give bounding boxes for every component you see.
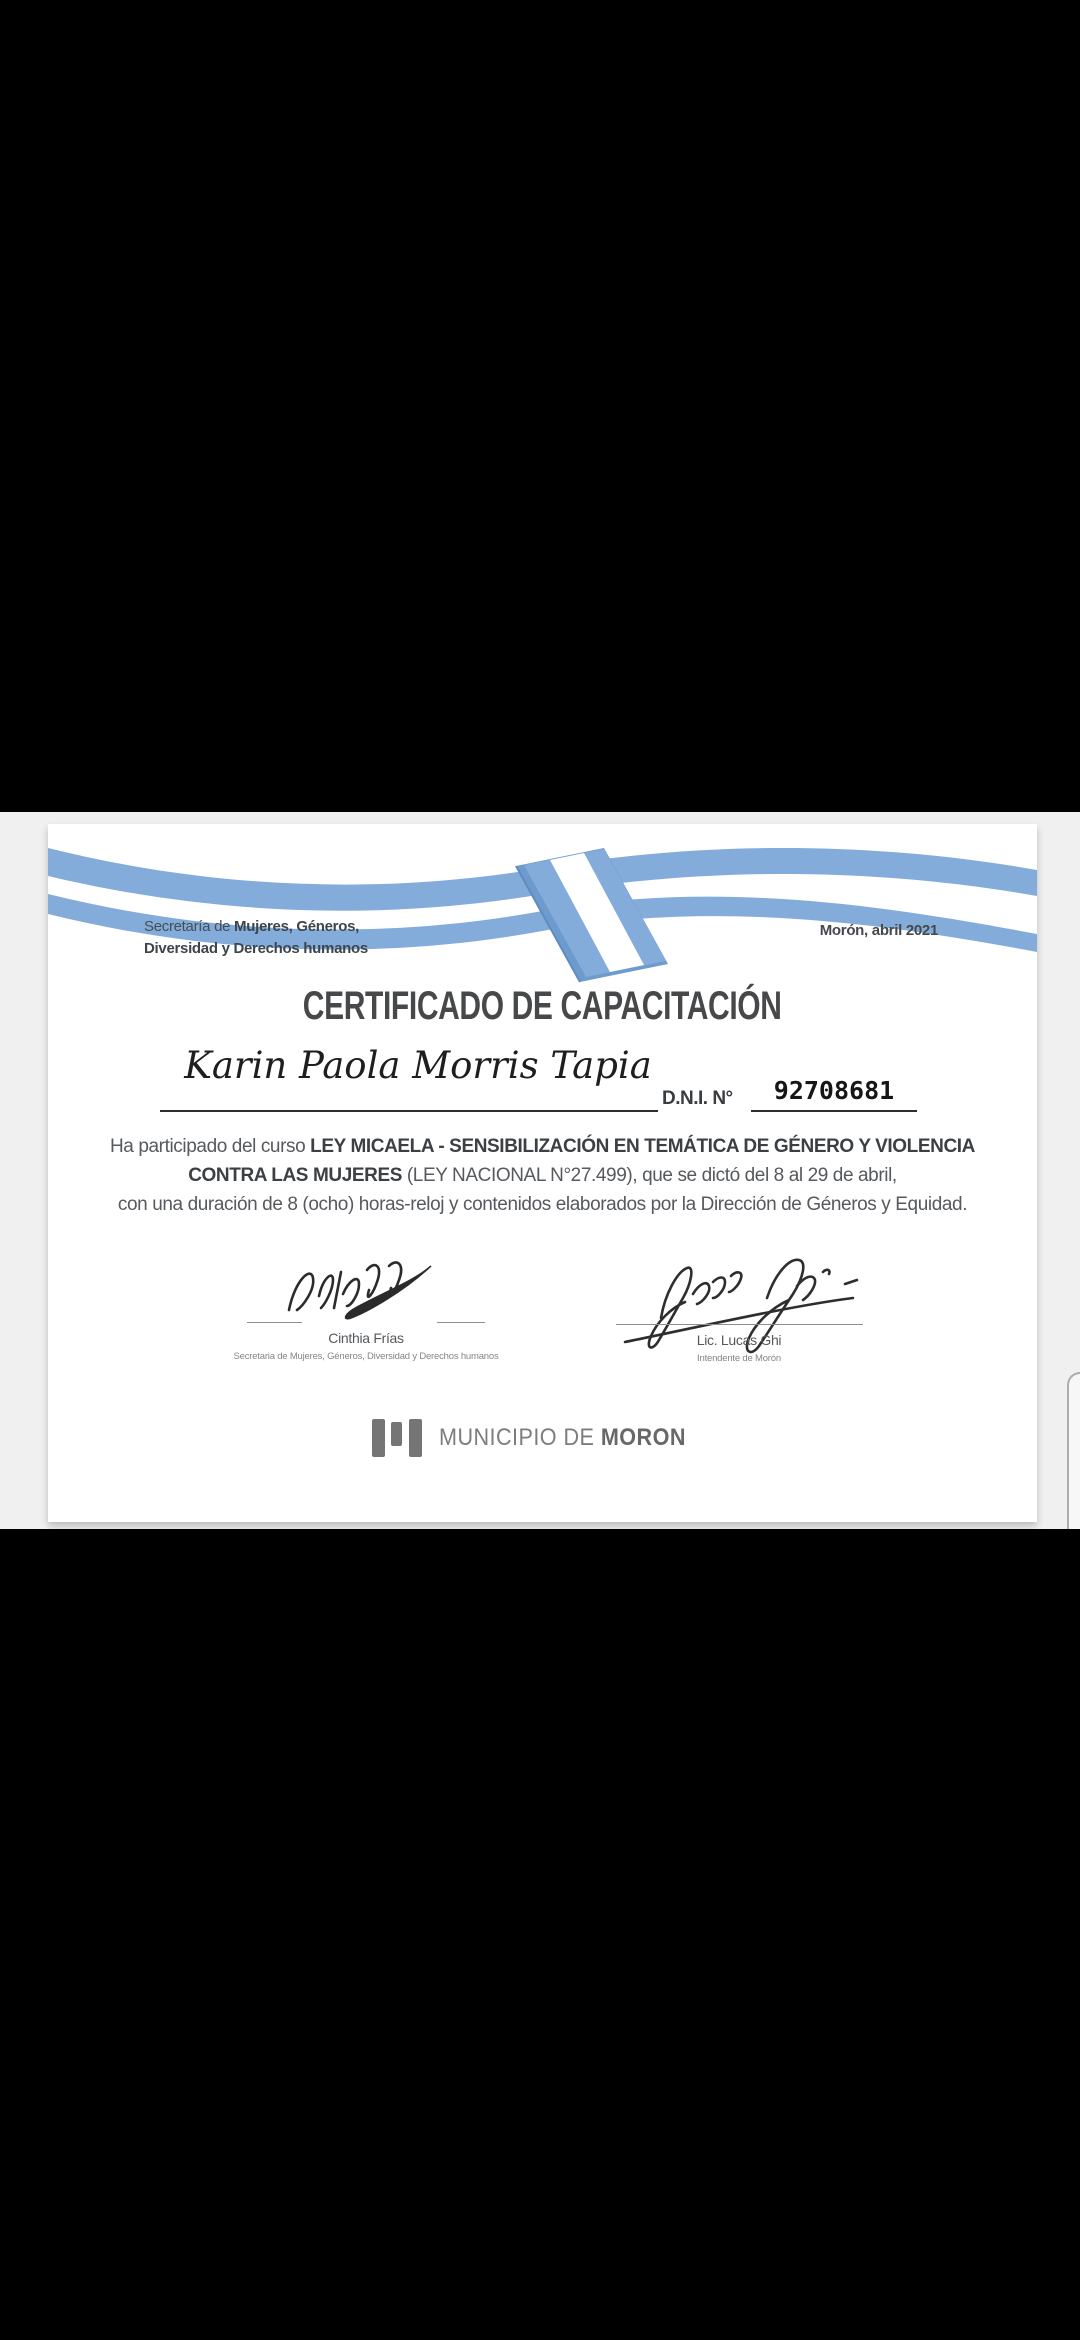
body-line-1: Ha participado del curso LEY MICAELA - SENSIBILIZACIÓN EN TEMÁTICA DE GÉNERO Y VIOLENCIA <box>109 1136 975 1157</box>
signatory-role: Secretaria de Mujeres, Géneros, Diversidad y Derechos humanos <box>233 1351 499 1362</box>
dni-underline <box>751 1110 917 1112</box>
municipio-logo <box>48 1416 1037 1460</box>
municipio-logo-text: MUNICIPIO DE MORON <box>438 1424 686 1451</box>
signatory-name: Lic. Lucas Ghi <box>696 1332 782 1348</box>
certificate-title: CERTIFICADO DE CAPACITACIÓN <box>303 984 782 1028</box>
signature-block-lucas-ghi <box>569 1246 909 1366</box>
dni-label: D.N.I. N° <box>662 1088 733 1109</box>
moron-logo-bars-icon <box>372 1419 422 1457</box>
name-underline <box>160 1110 658 1112</box>
signature-line-left-segment <box>247 1322 302 1323</box>
org-line1-pre: Secretaría de <box>144 918 235 935</box>
body-line-2: CONTRA LAS MUJERES (LEY NACIONAL N°27.499), que se dictó del 8 al 29 de abril, <box>188 1165 897 1186</box>
signature-line-right-segment <box>437 1322 485 1323</box>
certificate-body-text <box>73 1132 1012 1219</box>
signature-cinthia-frias-icon <box>271 1252 481 1330</box>
org-line2: Diversidad y Derechos humanos <box>144 940 368 957</box>
issue-date: Morón, abril 2021 <box>819 922 938 939</box>
edge-panel-handle[interactable] <box>1067 1372 1080 1531</box>
image-viewer-area[interactable] <box>0 812 1080 1529</box>
certificate-page <box>48 824 1037 1522</box>
top-black-letterbox <box>0 0 1080 812</box>
signatory-name: Cinthia Frías <box>328 1330 404 1346</box>
bottom-black-letterbox <box>0 1529 1080 2340</box>
org-line1-bold: Mujeres, Géneros, <box>234 918 359 935</box>
signature-line <box>616 1324 863 1325</box>
signature-block-cinthia-frias <box>216 1256 516 1366</box>
dni-number: 92708681 <box>773 1076 895 1105</box>
signatory-role: Intendente de Morón <box>697 1353 781 1364</box>
issuing-org-label <box>144 916 368 960</box>
body-line-3: con una duración de 8 (ocho) horas-reloj y contenidos elaborados por la Dirección de Géneros y Equidad. <box>117 1194 968 1215</box>
recipient-name: Karin Paola Morris Tapia <box>184 1044 652 1087</box>
